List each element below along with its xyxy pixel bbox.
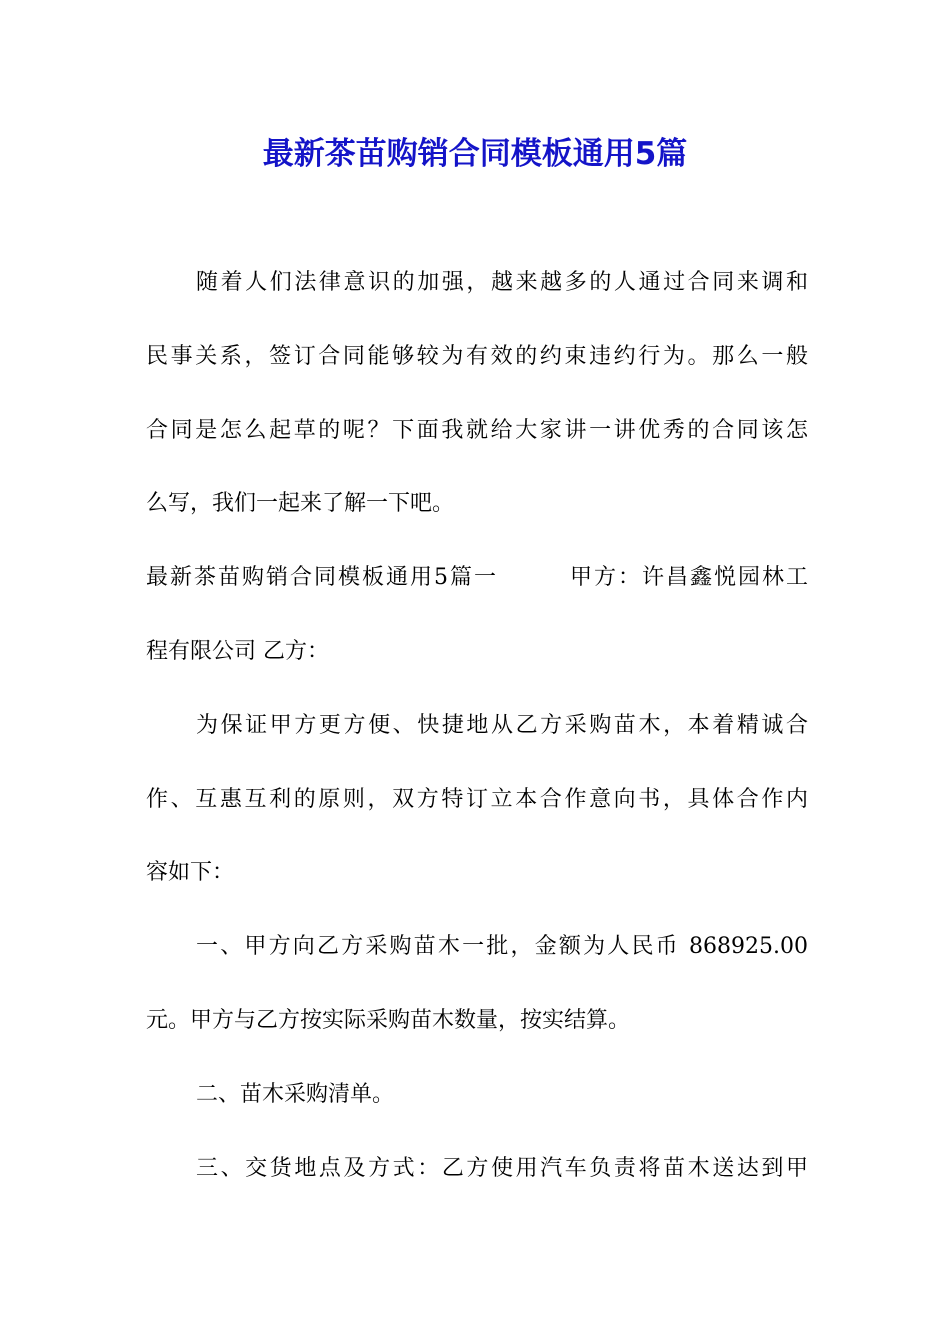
text-line: 合同是怎么起草的呢？下面我就给大家讲一讲优秀的合同该怎: [146, 417, 808, 443]
text-line: 民事关系，签订合同能够较为有效的约束违约行为。那么一般: [146, 343, 808, 369]
text-line: 二、苗木采购清单。: [196, 1081, 395, 1107]
text-line: 三、交货地点及方式：乙方使用汽车负责将苗木送达到甲: [196, 1155, 808, 1181]
text-line: 一、甲方向乙方采购苗木一批，金额为人民币 868925.00: [196, 934, 808, 960]
text-line: 容如下：: [146, 860, 235, 886]
text-line: 作、互惠互利的原则，双方特订立本合作意向书，具体合作内: [146, 786, 808, 812]
text-line: 为保证甲方更方便、快捷地从乙方采购苗木，本着精诚合: [196, 712, 808, 738]
document-title: 最新茶苗购销合同模板通用5篇: [262, 136, 688, 172]
text-line: 最新茶苗购销合同模板通用5篇一 甲方：许昌鑫悦园林工: [146, 565, 808, 591]
text-line: 元。甲方与乙方按实际采购苗木数量，按实结算。: [146, 1007, 631, 1033]
text-line: 随着人们法律意识的加强，越来越多的人通过合同来调和: [196, 270, 808, 295]
document-body: [146, 256, 808, 1215]
text-line: 程有限公司 乙方：: [146, 638, 329, 664]
text-line: 么写，我们一起来了解一下吧。: [146, 491, 455, 517]
